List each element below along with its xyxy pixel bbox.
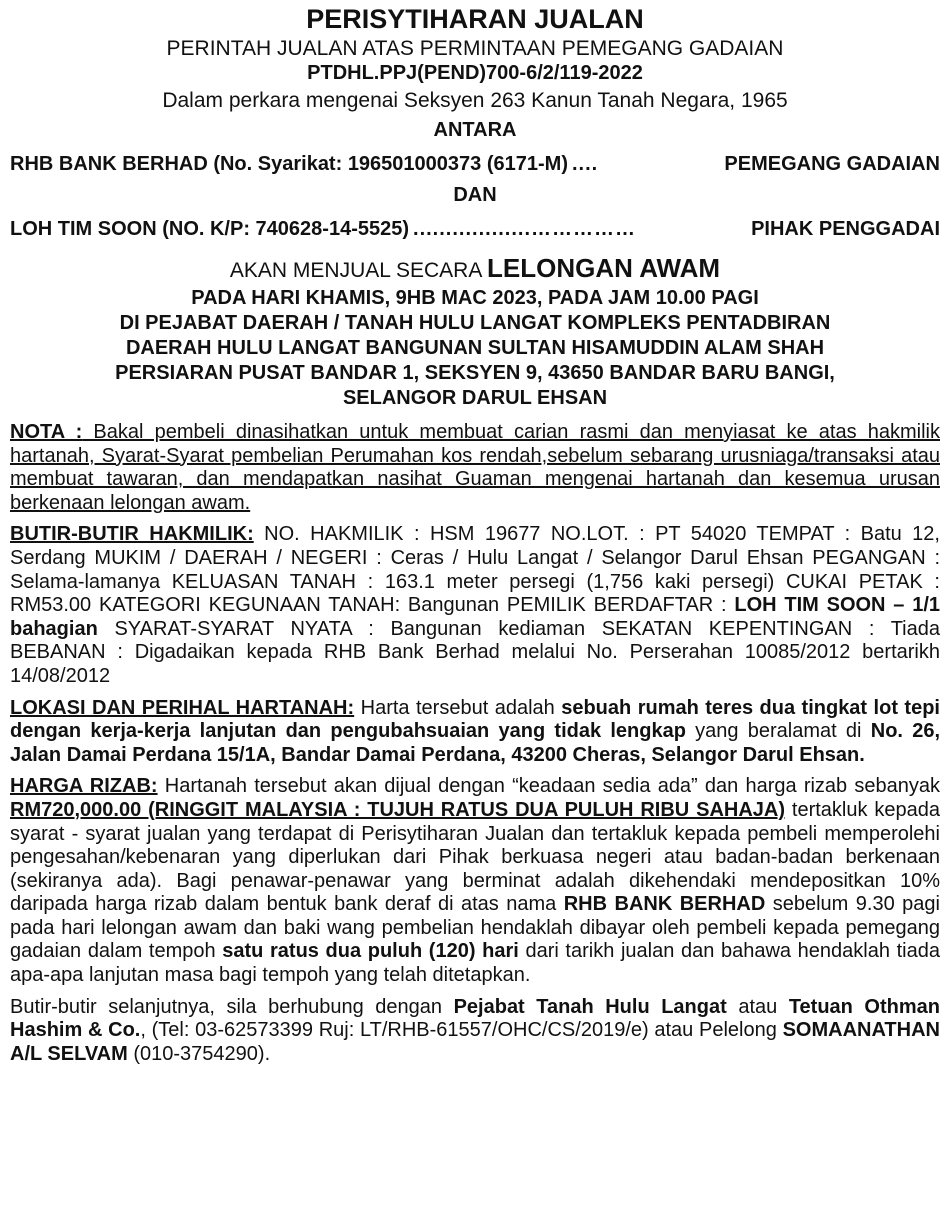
chargor-line	[10, 215, 940, 243]
auction-heading	[10, 253, 940, 286]
auction-type: LELONGAN AWAM	[487, 253, 721, 283]
location-text: Harta tersebut adalah	[354, 696, 562, 719]
reserve-amount: RM720,000.00 (RINGGIT MALAYSIA : TUJUH RATUS DUA PULUH RIBU SAHAJA)	[10, 798, 786, 821]
reserve-text-2: tertakluk kepada syarat - syarat jualan yang terdapat di Perisytiharan Jualan dan tertakluk kepada pembeli memperolehi pengesahan/kebenaran yang diperlukan dari Pihak berkuasa negeri atau badan-badan berkenaan (sekiranya ada). Bagi penawar-penawar yang berminat adalah dikehendaki mendepositkan 10% daripada harga rizab dalam bentuk bank deraf di atas nama	[10, 798, 940, 916]
contact-text-4: (010-3754290).	[127, 1042, 271, 1065]
auctioneer-name: SOMAANATHAN A/L SELVAM	[10, 1019, 940, 1065]
chargee-line	[10, 150, 940, 178]
reserve-price-label: HARGA RIZAB:	[10, 775, 158, 798]
legal-matter: Dalam perkara mengenai Seksyen 263 Kanun Tanah Negara, 1965	[162, 89, 788, 112]
reserve-text-4: dari tarikh jualan dan bahawa hendaklah tiada apa-apa lanjutan masa bagi tempoh yang telah ditetapkan.	[10, 940, 940, 987]
property-description: sebuah rumah teres dua tingkat lot tepi dengan kerja-kerja lanjutan dan pengubahsuaian yang tidak lengkap	[10, 696, 940, 743]
location-paragraph	[10, 697, 940, 768]
between-label: ANTARA	[433, 119, 517, 141]
chargor-name: LOH TIM SOON (NO. K/P: 740628-14-5525)	[10, 218, 410, 240]
venue-line: PERSIARAN PUSAT BANDAR 1, SEKSYEN 9, 43650 BANDAR BARU BANGI,	[115, 362, 835, 384]
venue-line: DI PEJABAT DAERAH / TANAH HULU LANGAT KOMPLEKS PENTADBIRAN	[119, 312, 831, 334]
contact-paragraph	[10, 996, 940, 1067]
title-details-text-2: SYARAT-SYARAT NYATA : Bangunan kediaman SEKATAN KEPENTINGAN : Tiada BEBANAN : Digadaikan kepada RHB Bank Berhad melalui No. Perserahan 10085/2012 bertarikh 14/08/2012	[10, 617, 940, 687]
and-label: DAN	[453, 184, 497, 206]
reserve-price-paragraph	[10, 775, 940, 987]
title-details-paragraph	[10, 523, 940, 688]
contact-text: Butir-butir selanjutnya, sila berhubung dengan	[10, 995, 454, 1018]
payment-period: satu ratus dua puluh (120) hari	[222, 940, 519, 963]
reserve-text-3: sebelum 9.30 pagi pada hari lelongan awam dan baki wang pembelian hendaklah dibayar oleh pembeli kepada pemegang gadaian dalam tempoh	[10, 893, 940, 963]
reserve-text: Hartanah tersebut akan dijual dengan “keadaan sedia ada” dan harga rizab sebanyak	[157, 775, 940, 798]
nota-label: NOTA :	[10, 421, 83, 443]
title-details-text: NO. HAKMILIK : HSM 19677 NO.LOT. : PT 54020 TEMPAT : Batu 12, Serdang MUKIM / DAERAH / NEGERI : Ceras / Hulu Langat / Selangor Darul Ehsan PEGANGAN : Selama-lamanya KELUASAN TANAH : 163.1 meter persegi (1,756 kaki persegi) CUKAI PETAK : RM53.00 KATEGORI KEGUNAAN TANAH: Bangunan PEMILIK BERDAFTAR :	[10, 523, 940, 617]
reference-number: PTDHL.PPJ(PEND)700-6/2/119-2022	[307, 62, 643, 84]
auction-date: PADA HARI KHAMIS, 9HB MAC 2023, PADA JAM 10.00 PAGI	[191, 287, 759, 309]
nota-paragraph	[10, 421, 940, 515]
chargor-dots: ..................……………	[413, 218, 637, 240]
page-title: PERISYTIHARAN JUALAN	[306, 4, 644, 34]
land-office: Pejabat Tanah Hulu Langat	[453, 995, 727, 1018]
property-address: No. 26, Jalan Damai Perdana 15/1A, Bandar Damai Perdana, 43200 Cheras, Selangor Darul Ehsan.	[10, 720, 941, 766]
location-label: LOKASI DAN PERIHAL HARTANAH:	[10, 696, 355, 719]
title-details-label: BUTIR-BUTIR HAKMILIK:	[10, 523, 254, 546]
law-firm: Tetuan Othman Hashim & Co.	[10, 995, 940, 1042]
contact-text-3: , (Tel: 03-62573399 Ruj: LT/RHB-61557/OHC/CS/2019/e) atau Pelelong	[140, 1019, 783, 1042]
bank-name: RHB BANK BERHAD	[563, 893, 766, 916]
sale-proclamation	[10, 0, 940, 1066]
venue-line: SELANGOR DARUL EHSAN	[342, 387, 608, 409]
registered-owner: LOH TIM SOON – 1/1 bahagian	[10, 594, 940, 640]
contact-text-2: atau	[726, 995, 789, 1018]
nota-text: Bakal pembeli dinasihatkan untuk membuat carian rasmi dan menyiasat ke atas hakmilik hartanah, Syarat-Syarat pembelian Perumahan kos rendah,sebelum sebarang urusniaga/transaksi atau membuat tawaran, dan mendapatkan nasihat Guaman mengenai hartanah dan kesemua urusan berkenaan lelongan awam.	[10, 421, 940, 514]
order-line: PERINTAH JUALAN ATAS PERMINTAAN PEMEGANG GADAIAN	[166, 37, 784, 60]
chargee-role: PEMEGANG GADAIAN	[724, 153, 940, 175]
location-text-2: yang beralamat di	[685, 720, 871, 743]
chargor-role: PIHAK PENGGADAI	[751, 218, 940, 240]
venue-line: DAERAH HULU LANGAT BANGUNAN SULTAN HISAMUDDIN ALAM SHAH	[125, 337, 825, 359]
chargee-dots: ....	[571, 153, 599, 175]
auction-intro: AKAN MENJUAL SECARA	[229, 259, 488, 282]
chargee-name: RHB BANK BERHAD (No. Syarikat: 196501000373 (6171-M)	[10, 153, 568, 175]
